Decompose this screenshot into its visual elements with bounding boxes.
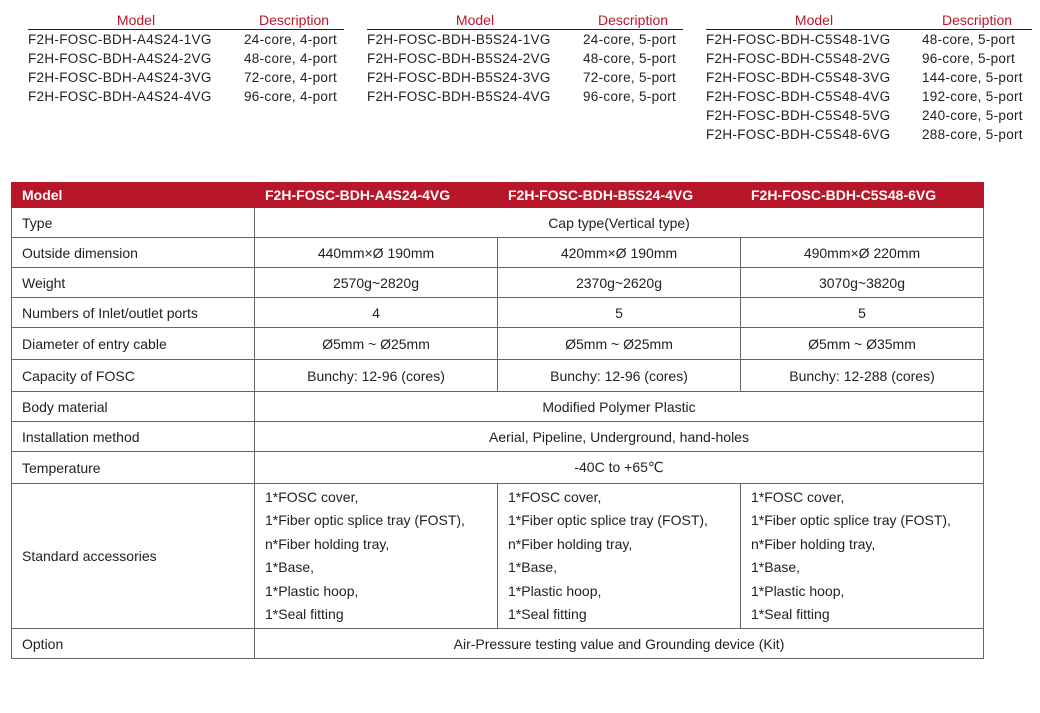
list-header-description: Description [941,12,1013,28]
list-header [367,10,683,30]
model-description: 72-core, 5-port [583,70,677,85]
model-description: 24-core, 5-port [583,32,677,47]
capacity-value: Bunchy: 12-96 (cores) [498,360,741,392]
list-row [367,68,683,87]
model-description: 48-core, 5-port [922,32,1016,47]
list-header-description: Description [597,12,669,28]
row-label: Weight [12,268,255,298]
model-description: 288-core, 5-port [922,127,1023,142]
model-code: F2H-FOSC-BDH-A4S24-4VG [28,89,212,104]
accessory-item: 1*Plastic hoop, [265,582,359,599]
row-label: Body material [12,392,255,422]
list-header-model: Model [794,12,834,28]
model-description: 240-core, 5-port [922,108,1023,123]
list-row [706,106,1032,125]
model-code: F2H-FOSC-BDH-B5S24-3VG [367,70,551,85]
ports-value: 5 [498,298,741,328]
model-description: 96-core, 5-port [922,51,1016,66]
accessory-item: 1*Seal fitting [508,606,587,622]
row-label: Option [12,629,255,659]
weight-value: 2370g~2620g [498,268,741,298]
model-description: 72-core, 4-port [244,70,338,85]
weight-value: 3070g~3820g [741,268,984,298]
list-row [367,49,683,68]
list-row [367,87,683,106]
accessories-list [498,484,741,629]
row-label: Temperature [12,452,255,484]
model-description: 96-core, 5-port [583,89,677,104]
accessory-item: n*Fiber holding tray, [508,535,633,552]
model-description: 48-core, 5-port [583,51,677,66]
model-code: F2H-FOSC-BDH-B5S24-2VG [367,51,551,66]
cable-value: Ø5mm ~ Ø25mm [498,328,741,360]
spec-row-type [12,208,984,238]
material-value: Modified Polymer Plastic [255,392,984,422]
row-label: Diameter of entry cable [12,328,255,360]
spec-header-a4s24: F2H-FOSC-BDH-A4S24-4VG [255,183,498,208]
spec-row-option [12,629,984,659]
row-label: Standard accessories [12,484,255,629]
list-header-model: Model [116,12,156,28]
ports-value: 4 [255,298,498,328]
spec-row-installation [12,422,984,452]
accessory-item: 1*FOSC cover, [265,488,359,505]
model-list-c [706,10,1032,144]
list-row [28,68,344,87]
accessory-item: 1*FOSC cover, [751,488,845,505]
list-row [367,30,683,49]
list-row [706,49,1032,68]
accessory-item: 1*Base, [265,559,315,575]
list-header-model: Model [455,12,495,28]
dimension-value: 420mm×Ø 190mm [498,238,741,268]
accessory-item: 1*Base, [751,559,801,575]
model-description: 96-core, 4-port [244,89,338,104]
accessory-item: 1*Fiber optic splice tray (FOST), [265,512,465,528]
model-code: F2H-FOSC-BDH-C5S48-4VG [706,89,891,104]
spec-row-weight [12,268,984,298]
model-code: F2H-FOSC-BDH-A4S24-2VG [28,51,212,66]
accessory-item: 1*FOSC cover, [508,488,602,505]
dimension-value: 440mm×Ø 190mm [255,238,498,268]
accessory-item: 1*Fiber optic splice tray (FOST), [751,512,951,528]
row-label: Capacity of FOSC [12,360,255,392]
model-code: F2H-FOSC-BDH-A4S24-1VG [28,32,212,47]
row-label: Type [12,208,255,238]
row-label: Installation method [12,422,255,452]
ports-value: 5 [741,298,984,328]
accessory-item: 1*Plastic hoop, [751,582,845,599]
dimension-value: 490mm×Ø 220mm [741,238,984,268]
list-row [706,30,1032,49]
spec-header-model: Model [12,183,255,208]
list-row [28,30,344,49]
spec-row-capacity [12,360,984,392]
accessory-item: 1*Seal fitting [751,606,830,622]
list-row [28,87,344,106]
cable-value: Ø5mm ~ Ø35mm [741,328,984,360]
weight-value: 2570g~2820g [255,268,498,298]
model-code: F2H-FOSC-BDH-A4S24-3VG [28,70,212,85]
list-row [28,49,344,68]
row-label: Outside dimension [12,238,255,268]
spec-header-b5s24: F2H-FOSC-BDH-B5S24-4VG [498,183,741,208]
model-description: 192-core, 5-port [922,89,1023,104]
model-code: F2H-FOSC-BDH-C5S48-6VG [706,127,891,142]
model-list-b [367,10,683,106]
capacity-value: Bunchy: 12-96 (cores) [255,360,498,392]
list-row [706,125,1032,144]
cable-value: Ø5mm ~ Ø25mm [255,328,498,360]
model-code: F2H-FOSC-BDH-B5S24-1VG [367,32,551,47]
model-code: F2H-FOSC-BDH-C5S48-2VG [706,51,891,66]
accessory-item: n*Fiber holding tray, [265,535,390,552]
accessories-list [741,484,984,629]
model-code: F2H-FOSC-BDH-C5S48-1VG [706,32,891,47]
spec-row-cable [12,328,984,360]
spec-table [11,182,984,659]
spec-row-dimension [12,238,984,268]
accessory-item: 1*Plastic hoop, [508,582,602,599]
list-header [28,10,344,30]
spec-row-accessories [12,484,984,629]
list-row [706,87,1032,106]
accessory-item: 1*Base, [508,559,558,575]
model-list-a [28,10,344,106]
spec-row-material [12,392,984,422]
accessories-list [255,484,498,629]
list-header [706,10,1032,30]
spec-header-row [12,183,984,208]
accessory-item: 1*Seal fitting [265,606,344,622]
temperature-value: -40C to +65℃ [255,452,984,484]
spec-header-c5s48: F2H-FOSC-BDH-C5S48-6VG [741,183,984,208]
list-row [706,68,1032,87]
installation-value: Aerial, Pipeline, Underground, hand-holes [255,422,984,452]
list-header-description: Description [258,12,330,28]
model-code: F2H-FOSC-BDH-B5S24-4VG [367,89,551,104]
spec-row-ports [12,298,984,328]
capacity-value: Bunchy: 12-288 (cores) [741,360,984,392]
row-label: Numbers of Inlet/outlet ports [12,298,255,328]
model-description: 48-core, 4-port [244,51,338,66]
accessory-item: 1*Fiber optic splice tray (FOST), [508,512,708,528]
model-code: F2H-FOSC-BDH-C5S48-5VG [706,108,891,123]
model-description: 24-core, 4-port [244,32,338,47]
model-description: 144-core, 5-port [922,70,1023,85]
spec-row-temperature [12,452,984,484]
accessory-item: n*Fiber holding tray, [751,535,876,552]
option-value: Air-Pressure testing value and Grounding device (Kit) [255,629,984,659]
model-code: F2H-FOSC-BDH-C5S48-3VG [706,70,891,85]
type-value: Cap type(Vertical type) [255,208,984,238]
